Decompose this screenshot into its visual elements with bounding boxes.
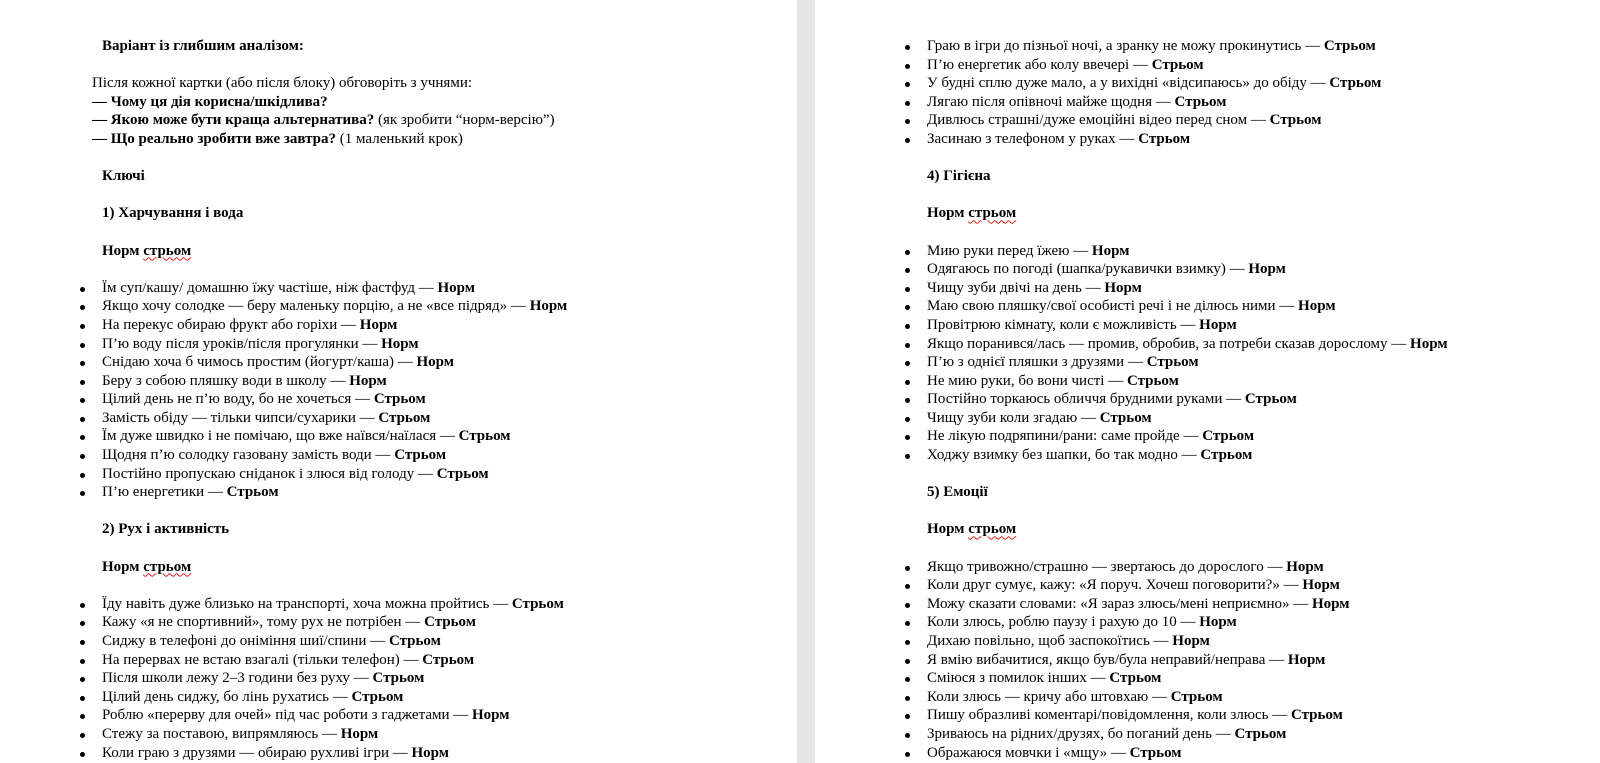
item-text: Роблю «перерву для очей» під час роботи з гаджетами — bbox=[102, 707, 472, 724]
item-text: Можу сказати словами: «Я зараз злюсь/мені неприємно» — bbox=[927, 595, 1312, 612]
item-text: На перекус обираю фрукт або горіхи — bbox=[102, 316, 360, 333]
item-text: Коли друг сумує, кажу: «Я поруч. Хочеш поговорити?» — bbox=[927, 577, 1303, 594]
item-text: П’ю енергетик або колу ввечері — bbox=[927, 56, 1152, 73]
section-title: 1) Харчування і вода bbox=[102, 205, 244, 222]
item-tag: Норм bbox=[1199, 614, 1237, 631]
list-item bbox=[92, 651, 792, 670]
list-item bbox=[92, 427, 792, 446]
item-tag: Стрьом bbox=[422, 651, 475, 668]
item-tag: Стрьом bbox=[1174, 93, 1227, 110]
list-item bbox=[92, 706, 792, 725]
item-tag: Норм bbox=[1302, 577, 1340, 594]
keys-heading: Ключі bbox=[102, 168, 145, 185]
bullet-list bbox=[92, 595, 792, 762]
question-line: — Якою може бути краща альтернатива? (як зробити “норм-версію”) bbox=[92, 112, 555, 129]
list-item bbox=[92, 335, 792, 354]
list-item bbox=[92, 725, 792, 744]
question-line: — Чому ця дія корисна/шкідлива? bbox=[92, 93, 328, 110]
item-tag: Стрьом bbox=[388, 633, 441, 649]
list-item bbox=[917, 372, 1597, 391]
item-tag: Стрьом bbox=[436, 465, 489, 482]
item-text: Кажу «я не спортивний», тому рух не потрібен — bbox=[102, 614, 425, 631]
section-subtitle: Норм стрьом bbox=[927, 205, 1017, 222]
list-item bbox=[92, 409, 792, 428]
item-text: Одягаюсь по погоді (шапка/рукавички взимку) — bbox=[927, 261, 1249, 278]
list-item bbox=[92, 744, 792, 763]
list-item bbox=[917, 651, 1597, 670]
item-tag: Норм bbox=[1172, 633, 1210, 649]
list-item bbox=[917, 93, 1597, 112]
list-item bbox=[92, 297, 792, 316]
item-tag: Норм bbox=[1287, 651, 1326, 668]
item-tag: Стрьом bbox=[394, 447, 447, 464]
list-item bbox=[917, 37, 1597, 56]
item-text: Чищу зуби коли згадаю — bbox=[927, 409, 1100, 426]
document-page-left bbox=[0, 0, 797, 763]
item-text: Не лікую подряпини/рани: саме пройде — bbox=[927, 428, 1203, 445]
item-text: Зриваюсь на рідних/друзях, бо поганий день — bbox=[927, 725, 1235, 742]
section-subtitle: Норм стрьом bbox=[927, 521, 1017, 538]
list-item bbox=[917, 130, 1597, 149]
item-text: Якщо тривожно/страшно — звертаюсь до дорослого — bbox=[927, 558, 1287, 575]
item-tag: Стрьом bbox=[1151, 56, 1204, 73]
item-text: Цілий день не п’ю воду, бо не хочеться — bbox=[102, 391, 374, 408]
item-tag: Норм bbox=[381, 335, 419, 352]
bullet-list bbox=[917, 242, 1597, 465]
item-text: Чищу зуби двічі на день — bbox=[927, 279, 1105, 296]
item-tag: Норм bbox=[472, 707, 510, 724]
list-item bbox=[917, 56, 1597, 75]
list-item bbox=[917, 242, 1597, 261]
item-tag: Стрьом bbox=[1126, 372, 1179, 389]
item-text: Їм дуже швидко і не помічаю, що вже наївся/наїлася — bbox=[102, 428, 459, 445]
item-tag: Норм bbox=[1286, 558, 1324, 575]
item-tag: Норм bbox=[1298, 298, 1336, 315]
item-text: П’ю воду після уроків/після прогулянки — bbox=[102, 335, 382, 352]
item-text: Дихаю повільно, щоб заспокоїтись — bbox=[927, 633, 1173, 649]
item-text: Лягаю після опівночі майже щодня — bbox=[927, 93, 1175, 110]
item-tag: Стрьом bbox=[351, 688, 404, 705]
item-tag: Стрьом bbox=[1200, 447, 1253, 464]
item-tag: Стрьом bbox=[378, 409, 431, 426]
item-tag: Стрьом bbox=[1329, 75, 1382, 92]
item-tag: Норм bbox=[411, 744, 449, 761]
list-item bbox=[92, 390, 792, 409]
item-text: Провітрюю кімнату, коли є можливість — bbox=[927, 316, 1200, 333]
list-item bbox=[92, 613, 792, 632]
list-item bbox=[917, 688, 1597, 707]
item-tag: Стрьом bbox=[424, 614, 476, 631]
item-tag: Норм bbox=[340, 725, 379, 742]
list-item bbox=[917, 576, 1597, 595]
item-tag: Норм bbox=[349, 372, 387, 389]
intro-text: Після кожної картки (або після блоку) обговоріть з учнями: bbox=[92, 75, 473, 92]
item-tag: Стрьом bbox=[1202, 428, 1255, 445]
item-text: У будні сплю дуже мало, а у вихідні «відсипаюсь» до обіду — bbox=[927, 75, 1330, 92]
list-item bbox=[917, 74, 1597, 93]
list-item bbox=[92, 595, 792, 614]
list-item bbox=[917, 558, 1597, 577]
item-tag: Стрьом bbox=[1109, 670, 1162, 687]
item-tag: Стрьом bbox=[511, 595, 564, 612]
item-tag: Стрьом bbox=[1138, 130, 1191, 147]
list-item bbox=[92, 353, 792, 372]
bullet-list bbox=[92, 279, 792, 502]
list-item bbox=[917, 446, 1597, 465]
item-tag: Норм bbox=[1104, 279, 1142, 296]
item-text: Сміюся з помилок інших — bbox=[927, 670, 1110, 687]
list-item bbox=[917, 613, 1597, 632]
list-item bbox=[917, 260, 1597, 279]
item-text: Мию руки перед їжею — bbox=[927, 242, 1092, 259]
list-item bbox=[92, 669, 792, 688]
list-item bbox=[917, 409, 1597, 428]
item-tag: Стрьом bbox=[1146, 354, 1199, 371]
list-item bbox=[92, 632, 792, 651]
section-subtitle: Норм стрьом bbox=[102, 558, 192, 575]
item-text: Коли злюсь, роблю паузу і рахую до 10 — bbox=[927, 614, 1200, 631]
item-text: Ображаюся мовчки і «мщу» — bbox=[927, 744, 1130, 761]
page-left-content bbox=[92, 37, 792, 762]
item-tag: Стрьом bbox=[1170, 688, 1223, 705]
item-text: Цілий день сиджу, бо лінь рухатись — bbox=[102, 688, 352, 705]
item-text: Їм суп/кашу/ домашню їжу частіше, ніж фастфуд — bbox=[102, 279, 438, 296]
item-tag: Норм bbox=[359, 316, 398, 333]
item-text: Снідаю хоча б чимось простим (йогурт/каша) — bbox=[102, 354, 417, 371]
list-item bbox=[917, 632, 1597, 651]
item-text: Ходжу взимку без шапки, бо так модно — bbox=[927, 447, 1201, 464]
list-item bbox=[92, 446, 792, 465]
section-subtitle: Норм стрьом bbox=[102, 242, 192, 259]
document-page-right bbox=[815, 0, 1600, 763]
list-item bbox=[92, 316, 792, 335]
item-tag: Норм bbox=[1248, 261, 1286, 278]
item-tag: Норм bbox=[1091, 242, 1130, 259]
item-text: Пишу образливі коментарі/повідомлення, коли злюсь — bbox=[927, 707, 1291, 724]
item-tag: Стрьом bbox=[373, 391, 426, 408]
item-text: Їду навіть дуже близько на транспорті, хоча можна пройтись — bbox=[102, 595, 512, 612]
item-text: Постійно пропускаю сніданок і злюся від голоду — bbox=[102, 465, 437, 482]
page-right-content bbox=[917, 37, 1597, 762]
item-tag: Норм bbox=[437, 279, 476, 296]
item-tag: Стрьом bbox=[1244, 391, 1297, 408]
item-text: П’ю енергетики — bbox=[102, 484, 227, 501]
section-title: 5) Емоції bbox=[927, 484, 988, 501]
item-tag: Стрьом bbox=[458, 428, 511, 445]
item-tag: Стрьом bbox=[372, 670, 425, 687]
item-text: Сиджу в телефоні до оніміння шиї/спини — bbox=[102, 633, 389, 649]
item-tag: Стрьом bbox=[1269, 112, 1322, 129]
list-item bbox=[917, 595, 1597, 614]
list-item bbox=[917, 706, 1597, 725]
list-item bbox=[917, 390, 1597, 409]
list-item bbox=[917, 279, 1597, 298]
item-text: На перервах не встаю взагалі (тільки телефон) — bbox=[102, 651, 423, 668]
item-text: П’ю з однієї пляшки з друзями — bbox=[927, 354, 1147, 371]
list-item bbox=[917, 669, 1597, 688]
list-item bbox=[92, 279, 792, 298]
list-item bbox=[92, 465, 792, 484]
item-tag: Норм bbox=[1199, 316, 1237, 333]
item-text: Коли злюсь — кричу або штовхаю — bbox=[927, 688, 1171, 705]
item-text: Маю свою пляшку/свої особисті речі і не ділюсь ними — bbox=[927, 298, 1299, 315]
item-tag: Стрьом bbox=[1099, 409, 1152, 426]
list-item bbox=[917, 111, 1597, 130]
item-text: Стежу за поставою, випрямляюсь — bbox=[102, 725, 341, 742]
item-text: Після школи лежу 2–3 години без руху — bbox=[102, 670, 373, 687]
item-tag: Норм bbox=[529, 298, 568, 315]
item-tag: Норм bbox=[1410, 335, 1448, 352]
item-text: Постійно торкаюсь обличчя брудними руками — bbox=[927, 391, 1245, 408]
item-text: Коли граю з друзями — обираю рухливі ігри — bbox=[102, 744, 412, 761]
item-tag: Стрьом bbox=[1290, 707, 1343, 724]
list-item bbox=[917, 744, 1597, 763]
item-tag: Норм bbox=[416, 354, 455, 371]
item-text: Дивлюсь страшні/дуже емоційні відео перед сном — bbox=[927, 112, 1270, 129]
list-item bbox=[917, 427, 1597, 446]
item-text: Щодня п’ю солодку газовану замість води — bbox=[102, 447, 395, 464]
list-item bbox=[92, 483, 792, 502]
item-tag: Стрьом bbox=[1234, 725, 1287, 742]
item-text: Я вмію вибачитися, якщо був/була неправий/неправа — bbox=[927, 651, 1288, 668]
item-tag: Стрьом bbox=[1129, 744, 1182, 761]
question-list bbox=[92, 93, 792, 149]
bullet-list bbox=[917, 37, 1597, 149]
variant-heading: Варіант із глибшим аналізом: bbox=[102, 38, 304, 54]
section-title: 4) Гігієна bbox=[927, 168, 991, 185]
list-item bbox=[917, 335, 1597, 354]
item-tag: Стрьом bbox=[226, 484, 279, 501]
list-item bbox=[92, 372, 792, 391]
list-item bbox=[92, 688, 792, 707]
item-text: Якщо поранився/лась — промив, обробив, за потреби сказав дорослому — bbox=[927, 335, 1411, 352]
item-tag: Стрьом bbox=[1323, 38, 1376, 54]
list-item bbox=[917, 316, 1597, 335]
bullet-list bbox=[917, 558, 1597, 763]
item-tag: Норм bbox=[1311, 595, 1350, 612]
item-text: Замість обіду — тільки чипси/сухарики — bbox=[102, 409, 379, 426]
question-line: — Що реально зробити вже завтра? (1 маленький крок) bbox=[92, 130, 463, 147]
item-text: Беру з собою пляшку води в школу — bbox=[102, 372, 350, 389]
item-text: Не мию руки, бо вони чисті — bbox=[927, 372, 1127, 389]
list-item bbox=[917, 725, 1597, 744]
section-title: 2) Рух і активність bbox=[102, 521, 230, 538]
item-text: Засинаю з телефоном у руках — bbox=[927, 130, 1139, 147]
list-item bbox=[917, 353, 1597, 372]
item-text: Якщо хочу солодке — беру маленьку порцію, а не «все підряд» — bbox=[102, 298, 530, 315]
list-item bbox=[917, 297, 1597, 316]
item-text: Граю в ігри до пізньої ночі, а зранку не можу прокинутись — bbox=[927, 38, 1324, 54]
